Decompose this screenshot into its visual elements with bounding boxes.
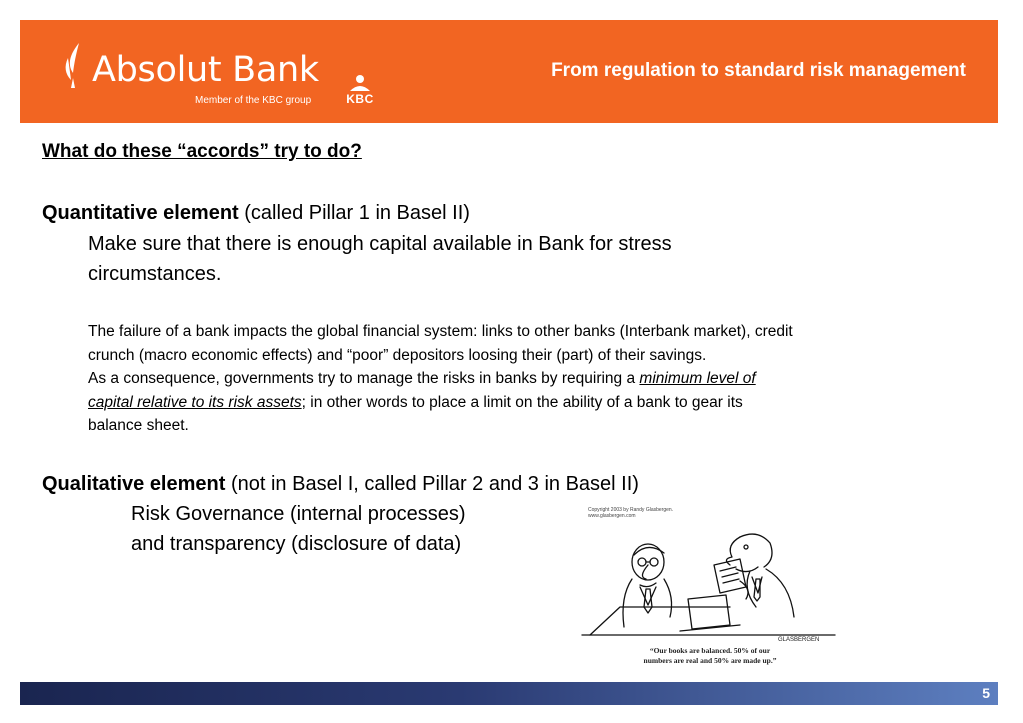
cartoon-caption (600, 646, 820, 666)
cartoon-caption-line2: numbers are real and 50% are made up.” (643, 656, 777, 665)
page-number: 5 (982, 685, 990, 701)
quantitative-heading (42, 202, 470, 225)
detail-line3-emphasis: minimum level of (639, 370, 756, 387)
detail-line3-text: As a consequence, governments try to manage the risks in banks by requiring a (88, 370, 640, 387)
cartoon-copyright-line1: Copyright 2003 by Randy Glasbergen. (588, 507, 674, 513)
detail-line5: balance sheet. (88, 417, 189, 434)
leaf-icon (62, 40, 88, 90)
cartoon-drawing (580, 507, 840, 647)
header-banner (20, 20, 998, 123)
quantitative-paren: (called Pillar 1 in Basel II) (238, 202, 470, 224)
detail-line4-text: ; in other words to place a limit on the ability of a bank to gear its (301, 393, 743, 411)
absolut-bank-logo (60, 38, 380, 108)
detail-line4 (88, 391, 988, 415)
quantitative-text-line2: circumstances. (88, 263, 222, 285)
quantitative-text-line1: Make sure that there is enough capital available in Bank for stress (88, 233, 672, 255)
detail-line2: crunch (macro economic effects) and “poor” depositors loosing their (part) of their savings. (88, 346, 707, 364)
kbc-figure-icon (338, 74, 382, 94)
detail-line1: The failure of a bank impacts the global financial system: links to other banks (Interbank market), credit (88, 323, 793, 340)
brand-subtitle: Member of the KBC group (195, 95, 312, 106)
quantitative-detail (88, 320, 988, 438)
qualitative-label: Qualitative element (42, 473, 226, 495)
qualitative-paren: (not in Basel I, called Pillar 2 and 3 in Basel II) (225, 473, 639, 495)
kbc-logo-text: KBC (346, 92, 374, 106)
qualitative-heading (42, 473, 639, 496)
detail-line4-emphasis: capital relative to its risk assets (88, 393, 302, 411)
cartoon-image (580, 507, 840, 672)
kbc-logo (338, 74, 382, 106)
detail-line3 (88, 367, 988, 391)
question-heading: What do these “accords” try to do? (42, 141, 362, 162)
qualitative-text-line2: and transparency (disclosure of data) (131, 533, 462, 555)
cartoon-copyright-line2: www.glasbergen.com (588, 513, 636, 519)
cartoon-caption-line1: “Our books are balanced. 50% of our (649, 646, 771, 655)
footer-bar (20, 682, 998, 705)
cartoon-signature: GLASBERGEN (778, 637, 820, 643)
slide-title: From regulation to standard risk management (551, 60, 966, 81)
quantitative-label: Quantitative element (42, 202, 239, 224)
brand-name: Absolut Bank (92, 50, 319, 90)
qualitative-text-line1: Risk Governance (internal processes) (131, 503, 466, 525)
